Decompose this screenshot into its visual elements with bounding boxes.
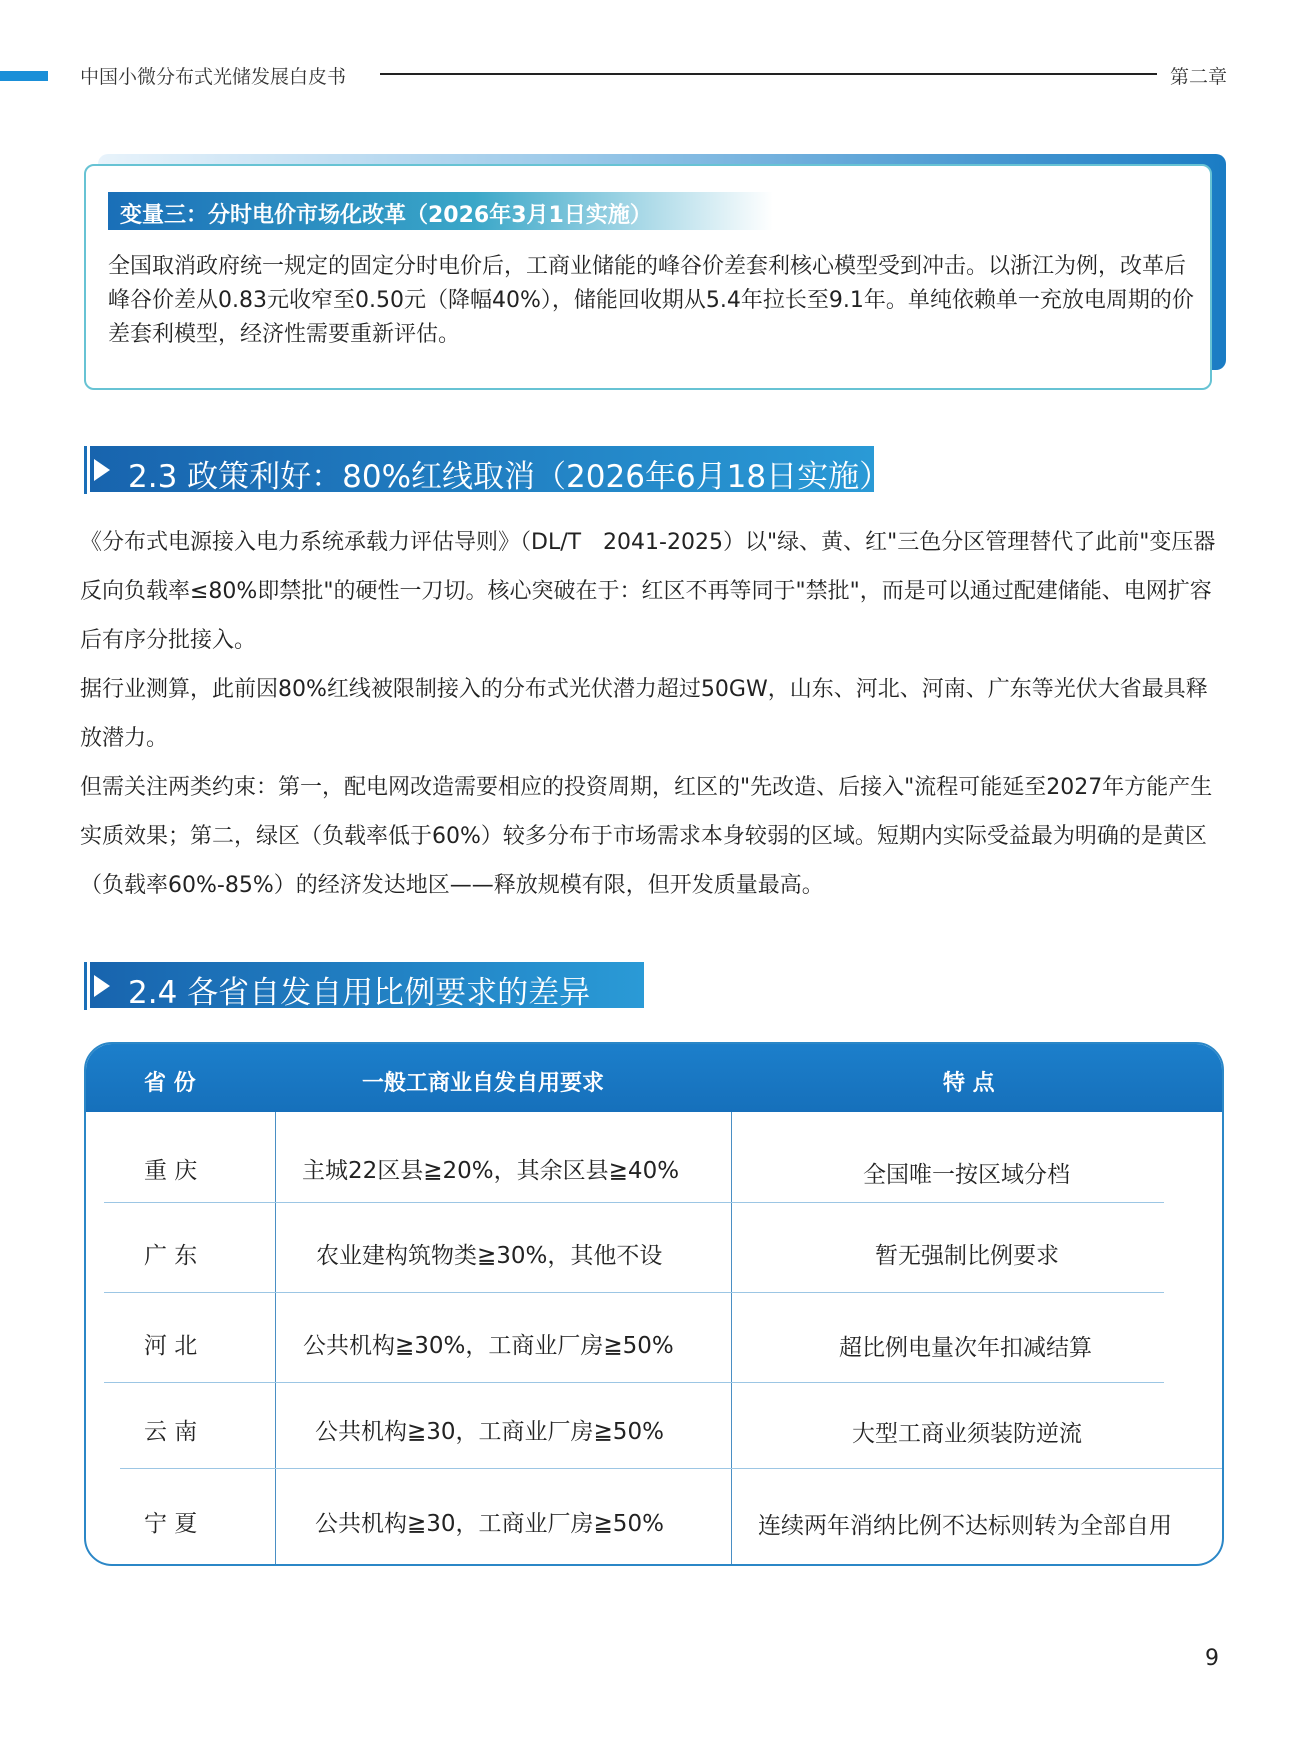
cell-requirement: 主城22区县≧20%，其余区县≧40% — [302, 1158, 680, 1184]
section-body — [80, 518, 1228, 910]
column-header: 特 点 — [943, 1071, 995, 1096]
cell-feature: 全国唯一按区域分档 — [863, 1162, 1070, 1188]
row-divider — [120, 1468, 1224, 1469]
section-heading-2-3 — [84, 446, 891, 495]
page-number: 9 — [1205, 1646, 1219, 1671]
cell-province: 河 北 — [144, 1333, 198, 1359]
section-heading-2-4 — [84, 962, 644, 1010]
arrow-icon — [94, 975, 110, 997]
callout-title-band — [108, 192, 773, 230]
cell-feature: 连续两年消纳比例不达标则转为全部自用 — [758, 1513, 1172, 1539]
header-accent-bar — [0, 71, 48, 81]
paragraph: 但需关注两类约束：第一，配电网改造需要相应的投资周期，红区的"先改造、后接入"流程可能延至2027年方能产生实质效果；第二，绿区（负载率低于60%）较多分布于市场需求本身较弱的区域。短期内实际受益最为明确的是黄区（负载率60%-85%）的经济发达地区——释放规模有限，但开发质量最高。 — [80, 775, 1213, 898]
cell-requirement: 农业建构筑物类≧30%，其他不设 — [316, 1243, 663, 1269]
callout-box — [84, 164, 1212, 390]
cell-feature: 大型工商业须装防逆流 — [852, 1421, 1082, 1447]
cell-feature: 暂无强制比例要求 — [875, 1243, 1059, 1269]
table-header — [86, 1044, 1222, 1112]
section-title: 2.3 政策利好：80%红线取消（2026年6月18日实施） — [128, 459, 891, 495]
cell-province: 宁 夏 — [144, 1511, 198, 1537]
document-title: 中国小微分布式光储发展白皮书 — [80, 66, 347, 88]
row-divider — [104, 1292, 1164, 1293]
callout-text: 全国取消政府统一规定的固定分时电价后，工商业储能的峰谷价差套利核心模型受到冲击。以浙江为例，改革后峰谷价差从0.83元收窄至0.50元（降幅40%），储能回收期从5.4年拉长至9.1年。单纯依赖单一充放电周期的价差套利模型，经济性需要重新评估。 — [108, 254, 1194, 347]
column-header: 一般工商业自发自用要求 — [362, 1071, 605, 1096]
row-divider — [104, 1382, 1164, 1383]
arrow-icon — [94, 459, 110, 481]
cell-province: 云 南 — [144, 1419, 198, 1445]
cell-requirement: 公共机构≧30%，工商业厂房≧50% — [303, 1333, 674, 1359]
cell-feature: 超比例电量次年扣减结算 — [839, 1335, 1092, 1361]
callout-title: 变量三：分时电价市场化改革（2026年3月1日实施） — [120, 203, 652, 228]
province-requirements-table — [84, 1042, 1224, 1566]
cell-province: 广 东 — [144, 1243, 198, 1269]
header-divider — [380, 73, 1157, 75]
paragraph: 据行业测算，此前因80%红线被限制接入的分布式光伏潜力超过50GW，山东、河北、河南、广东等光伏大省最具释放潜力。 — [80, 677, 1208, 751]
paragraph: 《分布式电源接入电力系统承载力评估导则》（DL/T 2041-2025）以"绿、黄、红"三色分区管理替代了此前"变压器反向负载率≤80%即禁批"的硬性一刀切。核心突破在于：红区不再等同于"禁批"，而是可以通过配建储能、电网扩容后有序分批接入。 — [80, 530, 1216, 653]
column-divider — [731, 1112, 732, 1564]
section-title: 2.4 各省自发自用比例要求的差异 — [128, 975, 591, 1011]
cell-province: 重 庆 — [144, 1158, 198, 1184]
column-divider — [275, 1112, 276, 1564]
column-header: 省 份 — [144, 1071, 196, 1096]
chapter-label: 第二章 — [1169, 66, 1227, 88]
row-divider — [104, 1202, 1164, 1203]
cell-requirement: 公共机构≧30，工商业厂房≧50% — [315, 1511, 664, 1537]
cell-requirement: 公共机构≧30，工商业厂房≧50% — [315, 1419, 664, 1445]
